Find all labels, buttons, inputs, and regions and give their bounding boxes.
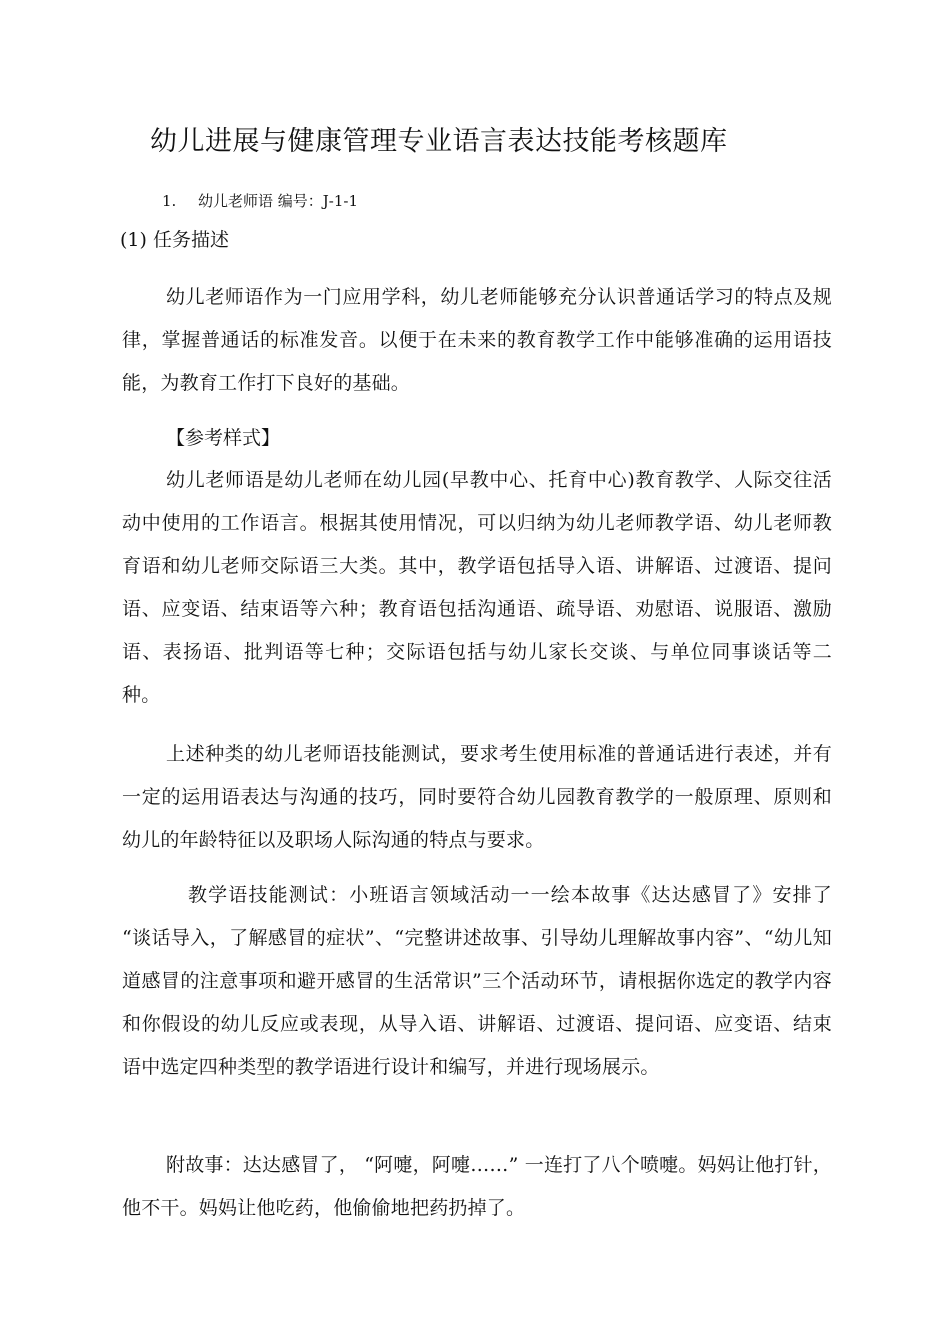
- paragraph-teaching-test: 教学语技能测试：小班语言领域活动一一绘本故事《达达感冒了》安排了 “谈话导入，了解感冒的症状”、“完整讲述故事、引导幼儿理解故事内容”、“幼儿知道感冒的注意事项和避开感冒的生活常识”三个活动环节，请根据你选定的教学内容和你假设的幼儿反应或表现，从导入语、讲解语、过渡语、提问语、应变语、结束语中选定四种类型的教学语进行设计和编写，并进行现场展示。: [122, 884, 832, 1078]
- item-number: 1.: [162, 192, 177, 210]
- section-heading: (1) 任务描述: [120, 229, 229, 251]
- reference-label: 【参考样式】: [166, 427, 281, 449]
- paragraph-test-requirements: 上述种类的幼儿老师语技能测试，要求考生使用标准的普通话进行表述，并有一定的运用语表达与沟通的技巧，同时要符合幼儿园教育教学的一般原理、原则和幼儿的年龄特征以及职场人际沟通的特点与要求。: [122, 743, 832, 851]
- paragraph-story: 附故事：达达感冒了， “阿嚏，阿嚏……” 一连打了八个喷嚏。妈妈让他打针，他不干。妈妈让他吃药，他偷偷地把药扔掉了。: [122, 1154, 832, 1219]
- paragraph-task-description: 幼儿老师语作为一门应用学科，幼儿老师能够充分认识普通话学习的特点及规律，掌握普通话的标准发音。以便于在未来的教育教学工作中能够准确的运用语技能，为教育工作打下良好的基础。: [122, 286, 832, 394]
- item-text: 幼儿老师语 编号：J-1-1: [198, 192, 359, 210]
- document-title: 幼儿进展与健康管理专业语言表达技能考核题库: [150, 126, 728, 157]
- paragraph-definition: 幼儿老师语是幼儿老师在幼儿园(早教中心、托育中心)教育教学、人际交往活动中使用的工作语言。根据其使用情况，可以归纳为幼儿老师教学语、幼儿老师教育语和幼儿老师交际语三大类。其中，教学语包括导入语、讲解语、过渡语、提问语、应变语、结束语等六种；教育语包括沟通语、疏导语、劝慰语、说服语、激励语、表扬语、批判语等七种；交际语包括与幼儿家长交谈、与单位同事谈话等二种。: [122, 469, 832, 706]
- item-header: [162, 190, 358, 212]
